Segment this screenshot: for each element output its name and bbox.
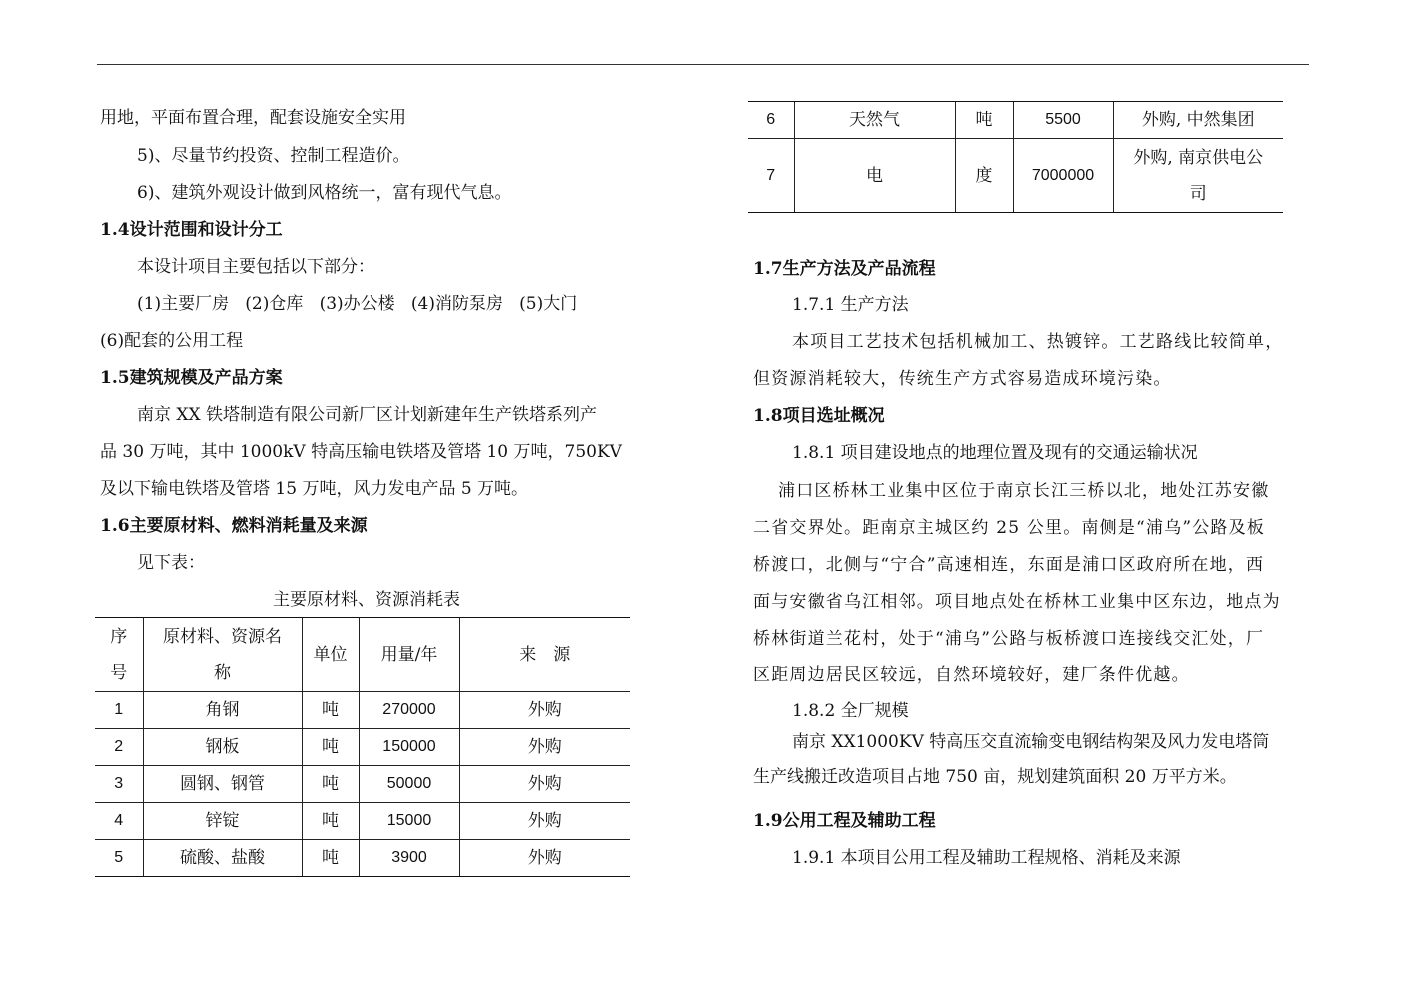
- header-name: [143, 618, 302, 692]
- table-row: [748, 102, 1283, 139]
- table-row: [95, 692, 630, 729]
- body-text-line: 及以下输电铁塔及管塔 15 万吨，风力发电产品 5 万吨。: [100, 479, 529, 499]
- subsection-heading: 1.8.1 项目建设地点的地理位置及现有的交通运输状况: [792, 443, 1198, 463]
- section-heading-1-8: 1.8项目选址概况: [753, 406, 885, 426]
- table-row: [748, 139, 1283, 213]
- table-row: [95, 803, 630, 840]
- body-text-line: 生产线搬迁改造项目占地 750 亩，规划建筑面积 20 万平方米。: [753, 767, 1237, 787]
- cell-unit: 吨: [302, 766, 359, 803]
- cell-source: 外购: [459, 766, 630, 803]
- section-heading-1-6: 1.6主要原材料、燃料消耗量及来源: [100, 516, 368, 536]
- body-text-line: 南京 XX 铁塔制造有限公司新厂区计划新建年生产铁塔系列产: [137, 405, 598, 425]
- cell-unit: 吨: [955, 102, 1013, 139]
- cell-no: 1: [95, 692, 143, 729]
- body-text-line: (6)配套的公用工程: [100, 331, 244, 351]
- header-source: 来 源: [459, 618, 630, 692]
- cell-qty: 5500: [1013, 102, 1113, 139]
- cell-no: 4: [95, 803, 143, 840]
- cell-name: 钢板: [143, 729, 302, 766]
- body-text-line: 本项目工艺技术包括机械加工、热镀锌。工艺路线比较简单，: [792, 332, 1284, 352]
- cell-source: 外购: [459, 692, 630, 729]
- body-text-line: 区距周边居民区较远，自然环境较好，建厂条件优越。: [753, 665, 1190, 685]
- materials-table: [95, 617, 630, 877]
- subsection-heading: 1.9.1 本项目公用工程及辅助工程规格、消耗及来源: [792, 848, 1181, 868]
- body-text-line: 品 30 万吨，其中 1000kV 特高压输电铁塔及管塔 10 万吨，750KV: [100, 442, 622, 462]
- body-text-line: 本设计项目主要包括以下部分：: [137, 257, 375, 277]
- body-text-line: 南京 XX1000KV 特高压交直流输变电钢结构架及风力发电塔筒: [792, 732, 1270, 752]
- section-heading-1-9: 1.9公用工程及辅助工程: [753, 811, 936, 831]
- cell-name: 角钢: [143, 692, 302, 729]
- cell-no: 5: [95, 840, 143, 877]
- cell-unit: 度: [955, 139, 1013, 213]
- cell-qty: 150000: [359, 729, 459, 766]
- cell-name: 圆钢、钢管: [143, 766, 302, 803]
- section-heading-1-4: 1.4设计范围和设计分工: [100, 220, 283, 240]
- cell-no: 6: [748, 102, 794, 139]
- body-text-line: 见下表：: [137, 553, 205, 573]
- cell-qty: 3900: [359, 840, 459, 877]
- header-seq-line1: 序: [110, 626, 128, 647]
- header-seq-line2: 号: [110, 662, 128, 683]
- cell-name: 锌锭: [143, 803, 302, 840]
- cell-source: 外购: [459, 803, 630, 840]
- body-text-line: 6)、建筑外观设计做到风格统一，富有现代气息。: [137, 183, 512, 203]
- body-text-line: 5)、尽量节约投资、控制工程造价。: [137, 146, 410, 166]
- body-text-line: 桥渡口，北侧与“宁合”高速相连，东面是浦口区政府所在地，西: [753, 555, 1265, 575]
- header-unit: 单位: [302, 618, 359, 692]
- cell-source-line2: 司: [1189, 183, 1207, 204]
- body-text-line: 面与安徽省乌江相邻。项目地点处在桥林工业集中区东边，地点为: [753, 592, 1281, 612]
- cell-no: 2: [95, 729, 143, 766]
- cell-source: [1113, 139, 1283, 213]
- header-name-line1: 原材料、资源名: [163, 626, 282, 647]
- cell-unit: 吨: [302, 840, 359, 877]
- cell-source: 外购: [459, 729, 630, 766]
- body-text-line: 用地，平面布置合理，配套设施安全实用: [100, 108, 406, 128]
- table-row: [95, 766, 630, 803]
- cell-qty: 7000000: [1013, 139, 1113, 213]
- table-row: [95, 729, 630, 766]
- body-text-line: 但资源消耗较大，传统生产方式容易造成环境污染。: [753, 369, 1172, 389]
- body-text-line: (1)主要厂房 (2)仓库 (3)办公楼 (4)消防泵房 (5)大门: [137, 294, 578, 314]
- cell-qty: 270000: [359, 692, 459, 729]
- cell-source-line1: 外购, 南京供电公: [1133, 147, 1264, 168]
- cell-no: 7: [748, 139, 794, 213]
- cell-unit: 吨: [302, 692, 359, 729]
- cell-name: 硫酸、盐酸: [143, 840, 302, 877]
- table-header-row: [95, 618, 630, 692]
- cell-unit: 吨: [302, 729, 359, 766]
- table-row: [95, 840, 630, 877]
- header-qty: 用量/年: [359, 618, 459, 692]
- body-text-line: 浦口区桥林工业集中区位于南京长江三桥以北，地处江苏安徽: [778, 481, 1270, 501]
- cell-name: 天然气: [794, 102, 955, 139]
- section-heading-1-5: 1.5建筑规模及产品方案: [100, 368, 283, 388]
- cell-source: 外购, 中然集团: [1113, 102, 1283, 139]
- section-heading-1-7: 1.7生产方法及产品流程: [753, 259, 936, 279]
- cell-name: 电: [794, 139, 955, 213]
- table-title: 主要原材料、资源消耗表: [273, 590, 460, 610]
- subsection-heading: 1.7.1 生产方法: [792, 295, 909, 315]
- header-rule: [97, 64, 1309, 65]
- materials-table-continued: [748, 101, 1283, 213]
- cell-qty: 50000: [359, 766, 459, 803]
- cell-unit: 吨: [302, 803, 359, 840]
- header-name-line2: 称: [214, 662, 231, 683]
- body-text-line: 桥林街道兰花村，处于“浦乌”公路与板桥渡口连接线交汇处，厂: [753, 629, 1265, 649]
- body-text-line: 二省交界处。距南京主城区约 25 公里。南侧是“浦乌”公路及板: [753, 518, 1266, 538]
- subsection-heading: 1.8.2 全厂规模: [792, 701, 909, 721]
- cell-qty: 15000: [359, 803, 459, 840]
- cell-source: 外购: [459, 840, 630, 877]
- header-seq: [95, 618, 143, 692]
- cell-no: 3: [95, 766, 143, 803]
